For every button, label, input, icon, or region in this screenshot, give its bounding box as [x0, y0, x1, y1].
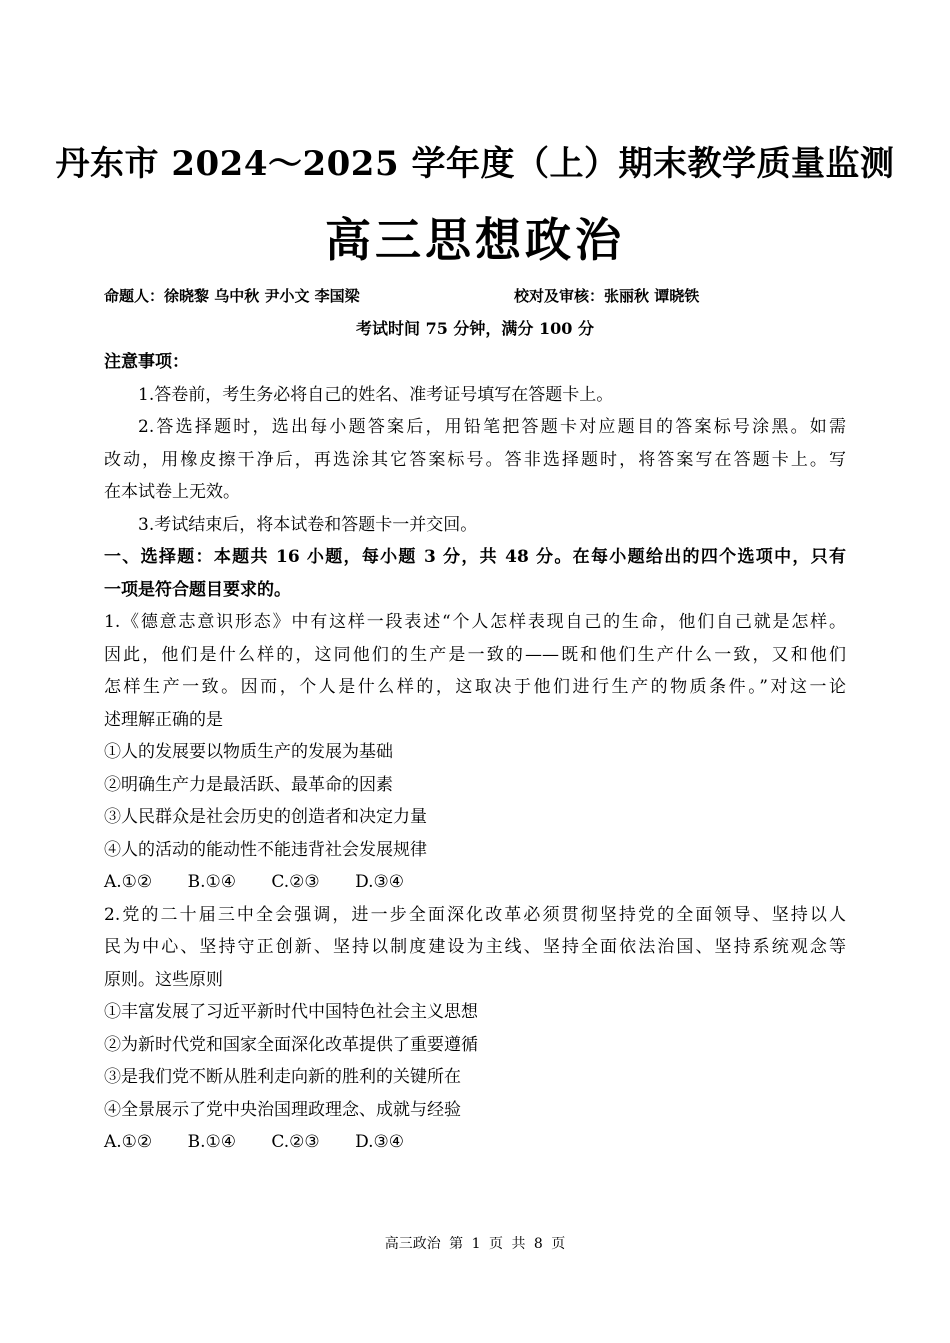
exam-time: 考试时间 75 分钟，满分 100 分	[356, 319, 594, 338]
notice-item-1: 1.答卷前，考生务必将自己的姓名、准考证号填写在答题卡上。	[138, 384, 614, 405]
question-1-statement-2: ②明确生产力是最活跃、最革命的因素	[104, 774, 393, 795]
notice-item-2-line-2: 改动，用橡皮擦干净后，再选涂其它答案标号。答非选择题时，将答案写在答题卡上。写	[104, 449, 846, 470]
question-1-option-b: B.①④	[187, 872, 236, 892]
question-1-option-d: D.③④	[355, 872, 404, 892]
question-2-stem-line-1: 2.党的二十届三中全会强调，进一步全面深化改革必须贯彻坚持党的全面领导、坚持以人	[104, 904, 846, 925]
question-1-options	[104, 866, 846, 899]
question-1-statement-4: ④人的活动的能动性不能违背社会发展规律	[104, 839, 427, 860]
question-2-option-c: C.②③	[271, 1132, 320, 1152]
question-2-stem-line-3: 原则。这些原则	[104, 969, 223, 990]
notice-item-2-line-3: 在本试卷上无效。	[104, 482, 240, 502]
question-1-stem-line-2: 因此，他们是什么样的，这同他们的生产是一致的——既和他们生产什么一致，又和他们	[104, 644, 846, 665]
notice-item-3: 3.考试结束后，将本试卷和答题卡一并交回。	[138, 514, 478, 535]
question-2-option-b: B.①④	[187, 1132, 236, 1152]
section-1-heading-line-1: 一、选择题：本题共 16 小题，每小题 3 分，共 48 分。在每小题给出的四个选项中，只有	[104, 547, 846, 567]
question-1-stem-line-4: 述理解正确的是	[104, 709, 223, 730]
question-2-stem-line-2: 民为中心、坚持守正创新、坚持以制度建设为主线、坚持全面依法治国、坚持系统观念等	[104, 937, 846, 957]
question-1-statement-3: ③人民群众是社会历史的创造者和决定力量	[104, 807, 427, 827]
question-2-option-a: A.①②	[104, 1132, 153, 1152]
question-2-option-d: D.③④	[355, 1132, 404, 1152]
authors-line	[104, 285, 700, 306]
question-1-stem-line-3: 怎样生产一致。因而，个人是什么样的，这取决于他们进行生产的物质条件。”对这一论	[104, 677, 846, 697]
section-1-heading-line-2: 一项是符合题目要求的。	[104, 579, 291, 600]
question-2-statement-1: ①丰富发展了习近平新时代中国特色社会主义思想	[104, 1002, 478, 1022]
exam-content	[104, 346, 846, 1159]
question-1-option-a: A.①②	[104, 872, 153, 892]
question-1-statement-1: ①人的发展要以物质生产的发展为基础	[104, 742, 393, 762]
question-1-option-c: C.②③	[271, 872, 320, 892]
question-1-stem-line-1: 1.《德意志意识形态》中有这样一段表述“个人怎样表现自己的生命，他们自己就是怎样。	[104, 612, 846, 632]
subject-title: 高三思想政治	[325, 213, 625, 267]
notice-item-2-line-1: 2.答选择题时，选出每小题答案后，用铅笔把答题卡对应题目的答案标号涂黑。如需	[138, 417, 846, 437]
question-2-statement-3: ③是我们党不断从胜利走向新的胜利的关键所在	[104, 1067, 461, 1087]
question-2-options	[104, 1126, 846, 1159]
exam-title: 丹东市 2024～2025 学年度（上）期末教学质量监测	[55, 144, 895, 184]
notice-heading: 注意事项：	[104, 352, 189, 372]
authors: 命题人：徐晓黎 乌中秋 尹小文 李国梁	[104, 287, 360, 305]
reviewers: 校对及审核：张丽秋 谭晓铁	[514, 287, 700, 305]
page-footer: 高三政治 第 1 页 共 8 页	[384, 1236, 566, 1252]
question-2-statement-4: ④全景展示了党中央治国理政理念、成就与经验	[104, 1099, 461, 1120]
question-2-statement-2: ②为新时代党和国家全面深化改革提供了重要遵循	[104, 1034, 478, 1055]
